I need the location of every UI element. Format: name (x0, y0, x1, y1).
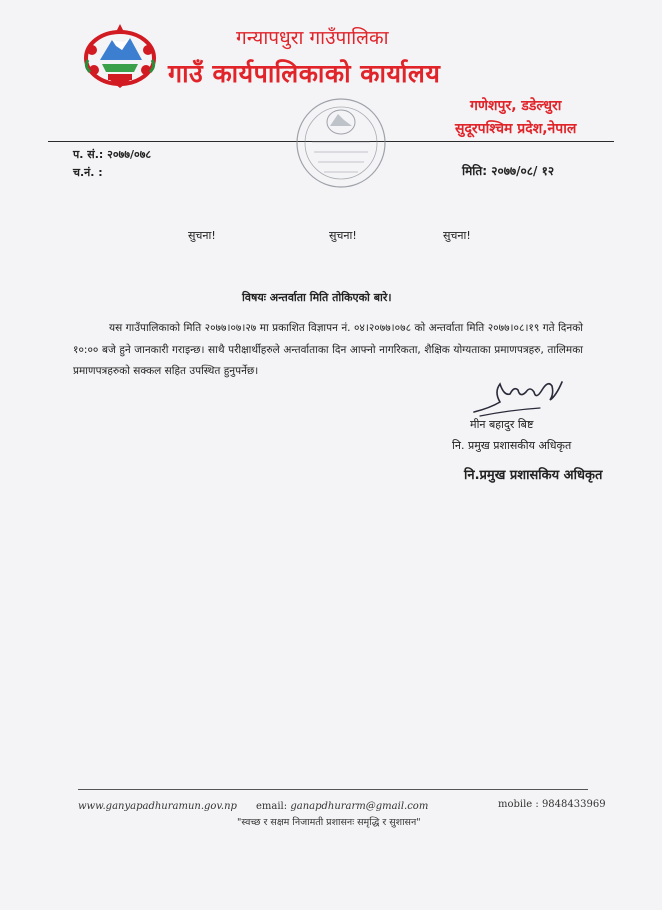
signer-title-stamp: नि.प्रमुख प्रशासकिय अधिकृत (464, 468, 603, 483)
letter-date: मिति: २०७७/०८/ १२ (462, 164, 555, 178)
notice-label-1: सुचना! (188, 229, 216, 242)
footer-email-address: ganapdhurarm@gmail.com (290, 801, 429, 812)
signer-title: नि. प्रमुख प्रशासकीय अधिकृत (452, 439, 572, 452)
address-line-1: गणेशपुर, डडेल्धुरा (470, 98, 562, 114)
notice-label-2: सुचना! (329, 229, 357, 242)
handwritten-signature (470, 372, 570, 418)
footer-mobile: mobile : 9848433969 (498, 799, 606, 810)
office-name: गन्यापधुरा गाउँपालिका (236, 27, 389, 49)
footer-motto: "स्वच्छ र सक्षम निजामती प्रशासनः समृद्धि र सुशासन" (237, 817, 421, 828)
office-stamp-icon (294, 96, 388, 190)
nepal-emblem-icon (80, 20, 160, 90)
address-line-2: सुदूरपश्चिम प्रदेश,नेपाल (455, 121, 577, 137)
footer-website: www.ganyapadhuramun.gov.np (78, 801, 237, 812)
letter-subject: विषयः अन्तर्वाता मिति तोकिएको बारे। (242, 291, 392, 304)
office-title: गाउँ कार्यपालिकाको कार्यालय (168, 59, 441, 88)
signer-name: मीन बहादुर बिष्ट (470, 418, 534, 431)
letter-body: यस गाउँपालिकाको मिति २०७७।०७।२७ मा प्रकाशित विज्ञापन नं. ०४।२०७७।०७८ को अन्तर्वाता मिति २०७७।०८।१९ गते दिनको १०:०० बजे हुने जानकारी गराइन्छ। साथै परीक्षार्थीहरुले अन्तर्वाताका दिन आफ्नो नागरिकता, शैक्षिक योग्यताका प्रमाणपत्रहरु, तालिमका प्रमाणपत्रहरुको सक्कल सहित उपस्थित हुनुपर्नेछ। (73, 322, 583, 377)
footer-email-label: email: (256, 801, 288, 812)
notice-label-3: सुचना! (443, 229, 471, 242)
letter-number: प. सं.: २०७७/०७८ (73, 148, 152, 161)
dispatch-number: च.नं. : (73, 166, 103, 179)
footer-email (256, 801, 428, 812)
footer-divider (78, 789, 588, 790)
